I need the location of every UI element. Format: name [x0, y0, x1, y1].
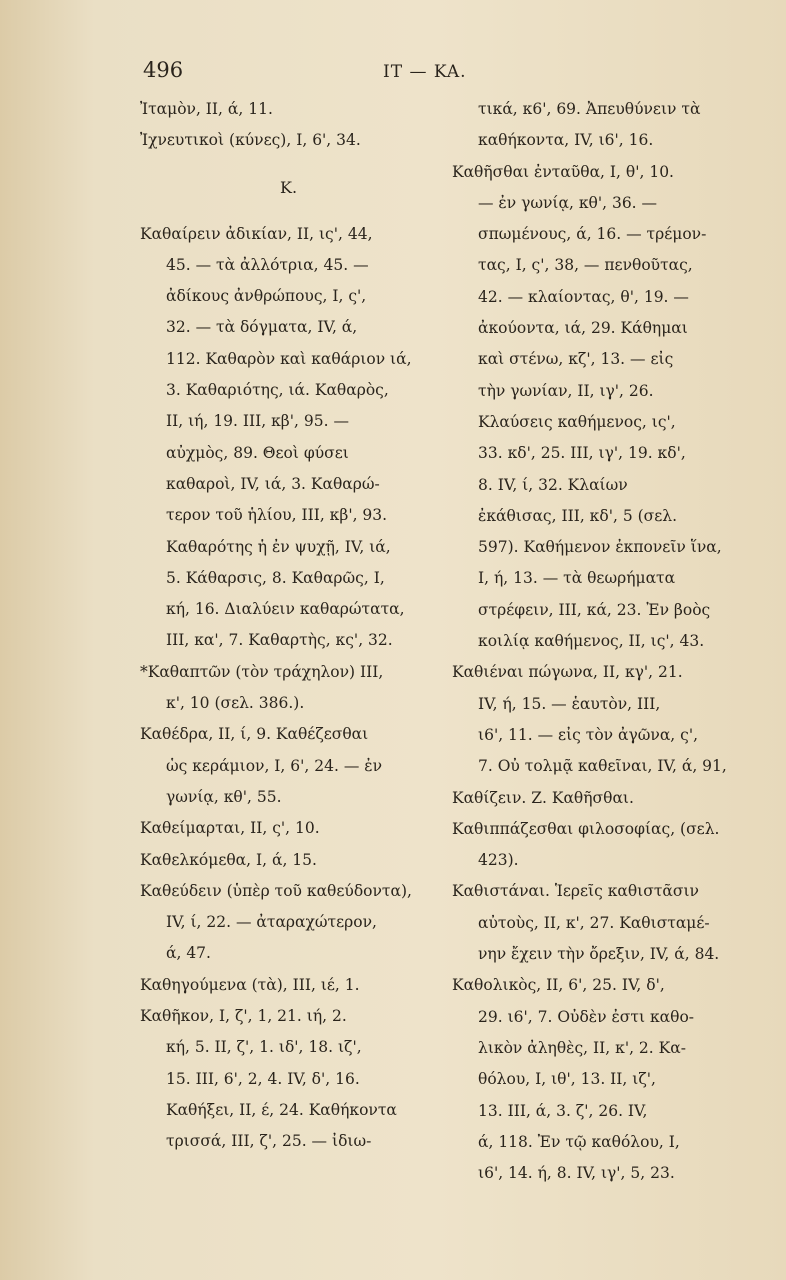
index-entry: [140, 657, 445, 720]
index-entry-line: Καθέδρα, II, ί, 9. Καθέζεσθαι: [140, 725, 369, 744]
index-entry-continuation-line: τας, I, ς', 38, — πενθοῦτας,: [478, 256, 693, 275]
index-entry-continuation-line: τὴν γωνίαν, II, ιγ', 26.: [478, 381, 654, 400]
index-entry-continuation-line: I, ή, 13. — τὰ θεωρήματα: [478, 569, 676, 588]
index-entry-continuation-line: θόλου, I, ιθ', 13. II, ιζ',: [478, 1070, 656, 1089]
index-entry-continuation-line: τερον τοῦ ἡλίου, III, κβ', 93.: [166, 506, 388, 525]
index-entry-line: Καθεύδειν (ὑπὲρ τοῦ καθεύδοντα),: [140, 881, 412, 900]
index-entry: [140, 876, 445, 970]
index-entry-continuation-line: νην ἔχειν τὴν ὄρεξιν, IV, ά, 84.: [478, 945, 720, 964]
index-entry-line: Καθελκόμεθα, I, ά, 15.: [140, 850, 317, 869]
section-letter-heading: K.: [280, 177, 298, 197]
index-entry-continuation-line: II, ιή, 19. III, κβ', 95. —: [166, 412, 349, 431]
index-entry-continuation-line: — ἐν γωνίᾳ, κθ', 36. —: [478, 193, 658, 212]
index-entry-line: Καθῆσθαι ἐνταῦθα, I, θ', 10.: [452, 162, 674, 181]
index-entry-line: Καθολικὸς, II, 6', 25. IV, δ',: [452, 976, 665, 995]
index-entry-line: Ἰταμὸν, II, ά, 11.: [140, 100, 273, 118]
index-entry-continuation-line: III, κα', 7. Καθαρτὴς, κς', 32.: [166, 631, 393, 650]
index-entry-continuation-line: λικὸν ἀληθὲς, II, κ', 2. Κα-: [478, 1038, 686, 1057]
index-entry-continuation-line: ι6', 14. ή, 8. IV, ιγ', 5, 23.: [478, 1164, 675, 1183]
index-entry-continuation-line: ὡς κεράμιον, I, 6', 24. — ἐν: [166, 756, 383, 775]
index-entry-continuation-line: τικά, κ6', 69. Ἀπευθύνειν τὰ: [478, 100, 701, 118]
index-entry-continuation-line: 7. Οὐ τολμᾷ καθεῖναι, IV, ά, 91,: [478, 757, 727, 776]
index-entry-line: Καθιστάναι. Ἱερεῖς καθιστᾶσιν: [452, 882, 699, 901]
index-entry-line: Ἰχνευτικοὶ (κύνες), I, 6', 34.: [140, 131, 361, 150]
index-entry: [452, 814, 752, 877]
index-entry: [140, 719, 445, 813]
index-entry-continuation-line: 8. IV, ί, 32. Κλαίων: [478, 475, 628, 494]
index-entry-line: Καθαίρειν ἀδικίαν, II, ις', 44,: [140, 224, 373, 243]
index-entry-continuation-line: 13. III, ά, 3. ζ', 26. IV,: [478, 1101, 648, 1120]
index-entry-continuation-line: 33. κδ', 25. III, ιγ', 19. κδ',: [478, 444, 686, 463]
index-entry-continuation-line: κοιλίᾳ καθήμενος, II, ις', 43.: [478, 632, 705, 651]
index-entry: [140, 219, 445, 657]
index-entry: [140, 813, 445, 844]
index-entry: [140, 125, 445, 156]
running-head: [0, 58, 786, 90]
index-entry-line: Καθιππάζεσθαι φιλοσοφίας, (σελ.: [452, 819, 720, 838]
index-entry-continuation-line: 597). Καθήμενον ἐκπονεῖν ἵνα,: [478, 538, 722, 557]
index-entry-line: Καθίζειν. Ζ. Καθῆσθαι.: [452, 788, 634, 807]
index-entry-continuation-line: ά, 47.: [166, 944, 211, 963]
index-entry-continuation-line: ἀκούοντα, ιά, 29. Κάθημαι: [478, 319, 688, 338]
running-title: IT — KA.: [383, 62, 467, 82]
index-entry: [452, 876, 752, 970]
index-entry-continuation-line: 32. — τὰ δόγματα, IV, ά,: [166, 318, 358, 337]
index-entry-continuation-line: IV, ή, 15. — ἑαυτὸν, III,: [478, 694, 661, 713]
index-entry: [452, 94, 752, 157]
right-column: [452, 94, 752, 1189]
index-entry-continuation-line: Καθήξει, II, έ, 24. Καθήκοντα: [166, 1100, 397, 1119]
index-entry-continuation-line: αὐχμὸς, 89. Θεοὶ φύσει: [166, 443, 349, 462]
index-entry-continuation-line: ἐκάθισας, III, κδ', 5 (σελ.: [478, 506, 678, 525]
index-entry-continuation-line: ἀδίκους ἀνθρώπους, I, ς',: [166, 287, 367, 306]
index-entry-continuation-line: στρέφειν, III, κά, 23. Ἐν βοὸς: [478, 600, 711, 619]
index-entry: [140, 970, 445, 1001]
index-entry-continuation-line: κή, 5. II, ζ', 1. ιδ', 18. ιζ',: [166, 1038, 362, 1057]
index-entry-continuation-line: Καθαρότης ἡ ἐν ψυχῇ, IV, ιά,: [166, 537, 391, 556]
index-entry: [140, 94, 445, 125]
index-entry-continuation-line: σπωμένους, ά, 16. — τρέμον-: [478, 225, 707, 244]
index-entry-continuation-line: 5. Κάθαρσις, 8. Καθαρῶς, I,: [166, 568, 385, 587]
index-entry-continuation-line: αὐτοὺς, II, κ', 27. Καθισταμέ-: [478, 913, 710, 932]
index-entry-line: Καθηγούμενα (τὰ), III, ιέ, 1.: [140, 975, 360, 994]
index-entry-continuation-line: 29. ι6', 7. Οὐδὲν ἐστι καθο-: [478, 1007, 695, 1026]
index-entry-continuation-line: 42. — κλαίοντας, θ', 19. —: [478, 287, 689, 306]
index-entry-continuation-line: κή, 16. Διαλύειν καθαρώτατα,: [166, 600, 405, 619]
index-entry-line: *Καθαπτῶν (τὸν τράχηλον) III,: [140, 662, 384, 681]
index-entry: [452, 970, 752, 1189]
index-entry: [452, 157, 752, 658]
index-entry-continuation-line: IV, ί, 22. — ἀταραχώτερον,: [166, 913, 377, 932]
left-column: [140, 94, 445, 1158]
index-entry-continuation-line: ι6', 11. — εἰς τὸν ἀγῶνα, ς',: [478, 725, 699, 744]
index-entry-continuation-line: γωνίᾳ, κθ', 55.: [166, 787, 282, 806]
index-entry-continuation-line: κ', 10 (σελ. 386.).: [166, 694, 305, 713]
index-entry-continuation-line: καὶ στένω, κζ', 13. — εἰς: [478, 350, 674, 369]
index-entry-line: Καθείμαρται, II, ς', 10.: [140, 819, 320, 838]
index-entry-continuation-line: 423).: [478, 851, 519, 870]
index-entry-continuation-line: ά, 118. Ἐν τῷ καθόλου, I,: [478, 1132, 680, 1151]
index-entry-continuation-line: 112. Καθαρὸν καὶ καθάριον ιά,: [166, 349, 412, 368]
index-entry-continuation-line: 15. III, 6', 2, 4. IV, δ', 16.: [166, 1069, 360, 1088]
page-number: 496: [143, 58, 184, 82]
index-entry: [452, 657, 752, 782]
index-entry-continuation-line: 3. Καθαριότης, ιά. Καθαρὸς,: [166, 381, 389, 400]
index-entry-continuation-line: Κλαύσεις καθήμενος, ις',: [478, 412, 676, 431]
index-entry-continuation-line: 45. — τὰ ἀλλότρια, 45. —: [166, 255, 369, 274]
index-entry-line: Καθῆκον, I, ζ', 1, 21. ιή, 2.: [140, 1007, 347, 1026]
index-entry-continuation-line: τρισσά, III, ζ', 25. — ἰδιω-: [166, 1132, 372, 1151]
index-entry-continuation-line: καθαροὶ, IV, ιά, 3. Καθαρώ-: [166, 474, 380, 493]
index-entry: [140, 845, 445, 876]
index-entry-continuation-line: καθήκοντα, IV, ι6', 16.: [478, 131, 654, 150]
index-entry-line: Καθιέναι πώγωνα, II, κγ', 21.: [452, 663, 683, 682]
index-entry: [452, 783, 752, 814]
index-entry: [140, 1001, 445, 1157]
